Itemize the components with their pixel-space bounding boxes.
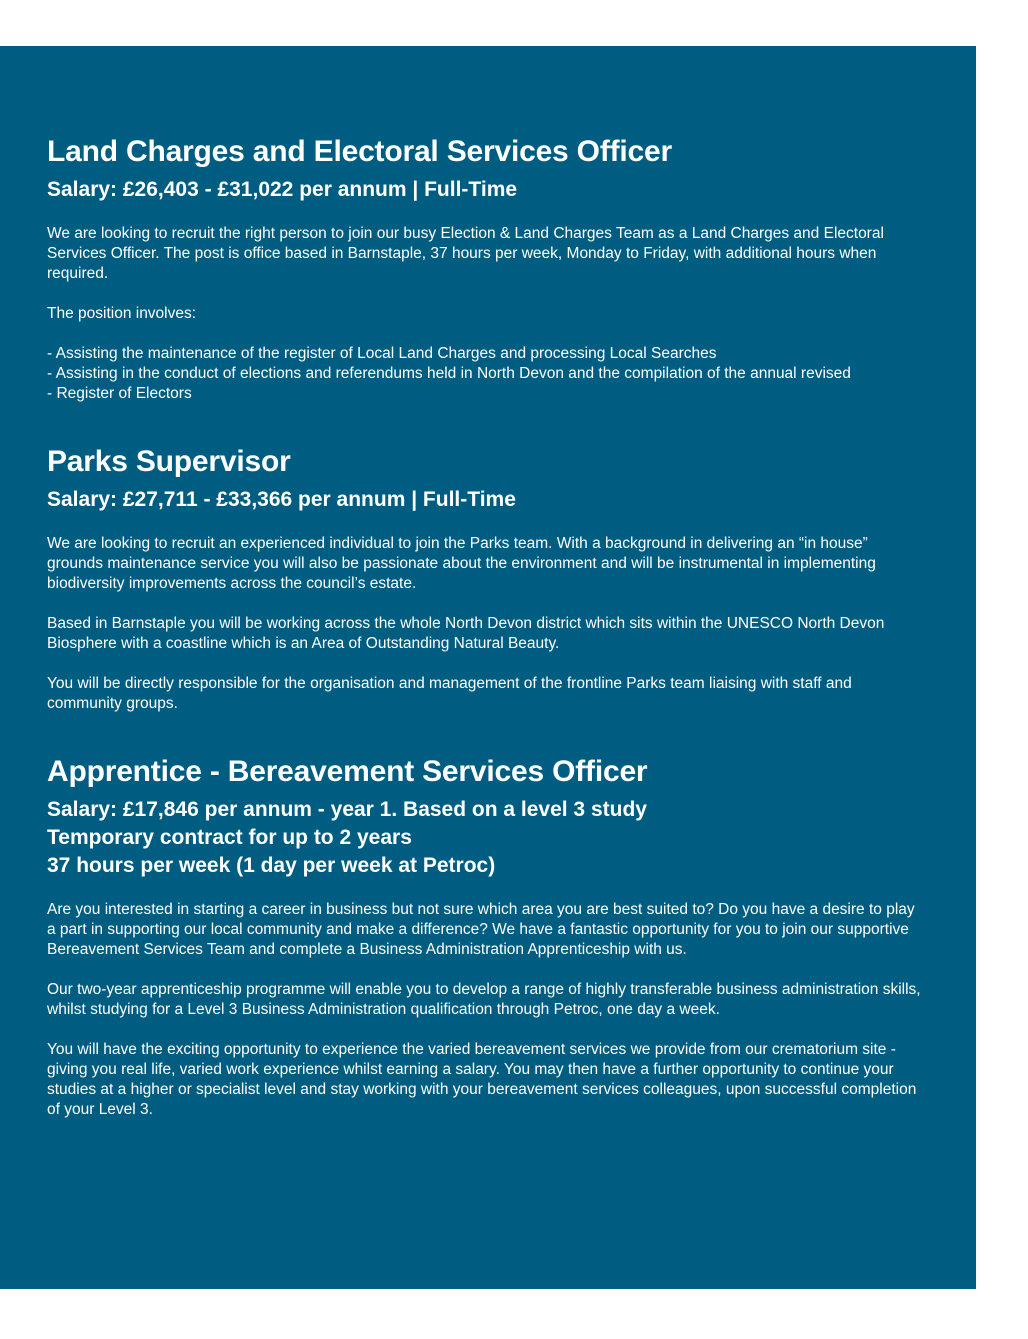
job-apprentice-bereavement (47, 754, 936, 1120)
job-title: Land Charges and Electoral Services Officer (47, 135, 672, 168)
salary-line: Salary: £17,846 per annum - year 1. Based on a level 3 study (47, 798, 647, 821)
job-title: Apprentice - Bereavement Services Officer (47, 755, 648, 788)
job-title: Parks Supervisor (47, 445, 291, 478)
job-description: Are you interested in starting a career in business but not sure which area you are best suited to? Do you have a desire to play a part in supporting our local community and make a difference? We have a fantastic opportunity for you to join our supportive Bereavement Services Team and complete a Business Administration Apprenticeship with us. (47, 901, 915, 958)
job-description: The position involves: (47, 305, 197, 322)
job-salary (47, 796, 936, 880)
salary-line: Salary: £27,711 - £33,366 per annum | Full-Time (47, 488, 516, 511)
duty-item: - Assisting in the conduct of elections and referendums held in North Devon and the compilation of the annual revised (47, 365, 851, 382)
job-parks-supervisor (47, 444, 936, 714)
job-description: You will be directly responsible for the organisation and management of the frontline Parks team liaising with staff and community groups. (47, 675, 852, 712)
job-salary (47, 176, 936, 204)
salary-line: Salary: £26,403 - £31,022 per annum | Full-Time (47, 178, 518, 201)
duty-item: - Register of Electors (47, 385, 192, 402)
job-description: You will have the exciting opportunity to experience the varied bereavement services we provide from our crematorium site - giving you real life, varied work experience whilst earning a salary. You may then have a further opportunity to continue your studies at a higher or specialist level and stay working with your bereavement services colleagues, upon successful completion of your Level 3. (47, 1041, 917, 1118)
job-description: Our two-year apprenticeship programme will enable you to develop a range of highly transferable business administration skills, whilst studying for a Level 3 Business Administration qualification through Petroc, one day a week. (47, 981, 921, 1018)
job-description: We are looking to recruit the right person to join our busy Election & Land Charges Team as a Land Charges and Electoral Services Officer. The post is office based in Barnstaple, 37 hours per week, Monday to Friday, with additional hours when required. (47, 225, 884, 282)
contract-line: Temporary contract for up to 2 years (47, 826, 412, 849)
duty-item: - Assisting the maintenance of the register of Local Land Charges and processing Local Searches (47, 345, 717, 362)
job-description: Based in Barnstaple you will be working across the whole North Devon district which sits within the UNESCO North Devon Biosphere with a coastline which is an Area of Outstanding Natural Beauty. (47, 615, 885, 652)
duties-list (47, 344, 927, 404)
job-land-charges (47, 134, 936, 404)
hours-line: 37 hours per week (1 day per week at Petroc) (47, 854, 496, 877)
job-description: We are looking to recruit an experienced individual to join the Parks team. With a background in delivering an “in house” grounds maintenance service you will also be passionate about the environment and will be instrumental in implementing biodiversity improvements across the council’s estate. (47, 535, 876, 592)
job-listings-panel (0, 46, 976, 1289)
job-salary (47, 486, 936, 514)
